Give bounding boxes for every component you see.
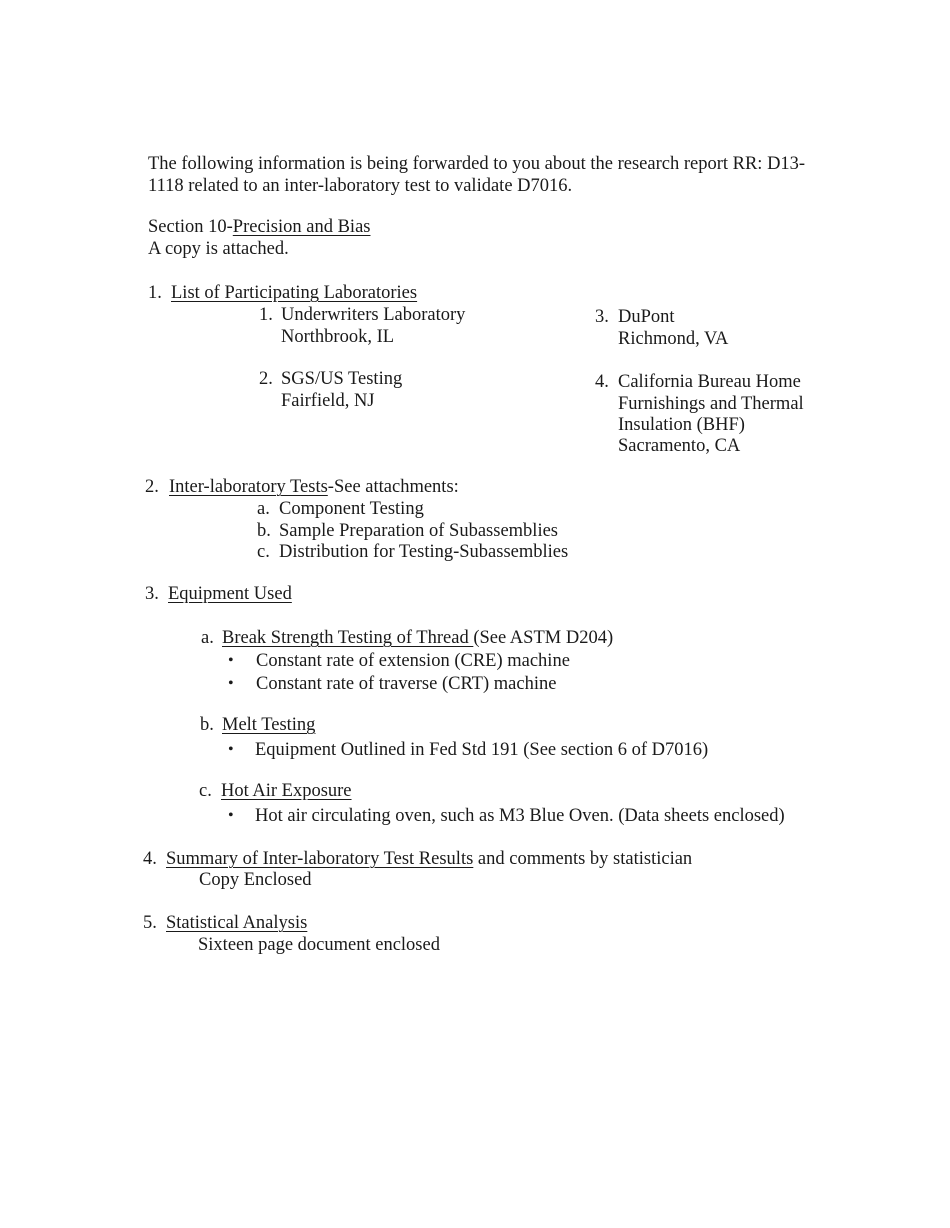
- item-3a-suffix: (See ASTM D204): [473, 628, 614, 648]
- item-2c-text: Distribution for Testing-Subassemblies: [279, 542, 569, 562]
- lab-4-line-2: Furnishings and Thermal: [618, 394, 804, 414]
- item-2-suffix: -See attachments:: [327, 477, 459, 497]
- item-2-number: 2.: [145, 477, 159, 497]
- item-3a-bullet-2: Constant rate of traverse (CRT) machine: [256, 674, 557, 694]
- lab-4-location: Sacramento, CA: [618, 436, 741, 456]
- lab-2-name: SGS/US Testing: [281, 369, 403, 389]
- item-4-title: Summary of Inter-laboratory Test Results: [166, 849, 474, 869]
- lab-3-location: Richmond, VA: [618, 329, 729, 349]
- item-5-note: Sixteen page document enclosed: [198, 935, 440, 955]
- item-3c-bullet-1: Hot air circulating oven, such as M3 Blue Oven. (Data sheets enclosed): [255, 806, 785, 826]
- item-2-title: Inter-laboratory Tests: [169, 477, 328, 497]
- lab-2-number: 2.: [259, 369, 273, 389]
- item-4-note: Copy Enclosed: [199, 870, 312, 890]
- item-2b-text: Sample Preparation of Subassemblies: [279, 521, 558, 541]
- lab-1-name: Underwriters Laboratory: [281, 305, 466, 325]
- item-3c-letter: c.: [199, 781, 212, 801]
- item-3c-title: Hot Air Exposure: [221, 781, 352, 801]
- bullet-icon: •: [228, 741, 234, 758]
- lab-4-number: 4.: [595, 372, 609, 392]
- item-5-number: 5.: [143, 913, 157, 933]
- item-1-number: 1.: [148, 283, 162, 303]
- item-3b-title: Melt Testing: [222, 715, 316, 735]
- item-1-title: List of Participating Laboratories: [171, 283, 418, 303]
- item-5-title: Statistical Analysis: [166, 913, 308, 933]
- bullet-icon: •: [228, 807, 234, 824]
- item-3b-bullet-1: Equipment Outlined in Fed Std 191 (See section 6 of D7016): [255, 740, 709, 760]
- item-2-heading: [169, 476, 459, 498]
- lab-3-name: DuPont: [618, 307, 675, 327]
- bullet-icon: •: [228, 652, 234, 669]
- section-10-heading: [148, 216, 370, 238]
- section-10-title: Precision and Bias: [232, 217, 371, 237]
- lab-3-number: 3.: [595, 307, 609, 327]
- item-3a-bullet-1: Constant rate of extension (CRE) machine: [256, 651, 570, 671]
- item-2c-letter: c.: [257, 542, 270, 562]
- item-2b-letter: b.: [257, 521, 271, 541]
- item-3-number: 3.: [145, 584, 159, 604]
- item-3a-heading: [222, 627, 613, 649]
- lab-1-location: Northbrook, IL: [281, 327, 395, 347]
- item-2a-text: Component Testing: [279, 499, 424, 519]
- item-3a-title: Break Strength Testing of Thread: [222, 628, 474, 648]
- item-3-title: Equipment Used: [168, 584, 292, 604]
- lab-1-number: 1.: [259, 305, 273, 325]
- item-3b-letter: b.: [200, 715, 214, 735]
- intro-line-2: 1118 related to an inter-laboratory test to validate D7016.: [148, 176, 573, 196]
- item-3a-letter: a.: [201, 628, 214, 648]
- item-4-suffix: and comments by statistician: [473, 849, 693, 869]
- section-10-prefix: Section 10-: [148, 217, 233, 237]
- lab-4-name: California Bureau Home: [618, 372, 801, 392]
- item-4-heading: [166, 848, 692, 870]
- bullet-icon: •: [228, 675, 234, 692]
- section-10-note: A copy is attached.: [148, 239, 289, 259]
- intro-line-1: The following information is being forwarded to you about the research report RR: D13-: [148, 154, 806, 174]
- lab-4-line-3: Insulation (BHF): [618, 415, 745, 435]
- lab-2-location: Fairfield, NJ: [281, 391, 375, 411]
- item-4-number: 4.: [143, 849, 157, 869]
- item-2a-letter: a.: [257, 499, 270, 519]
